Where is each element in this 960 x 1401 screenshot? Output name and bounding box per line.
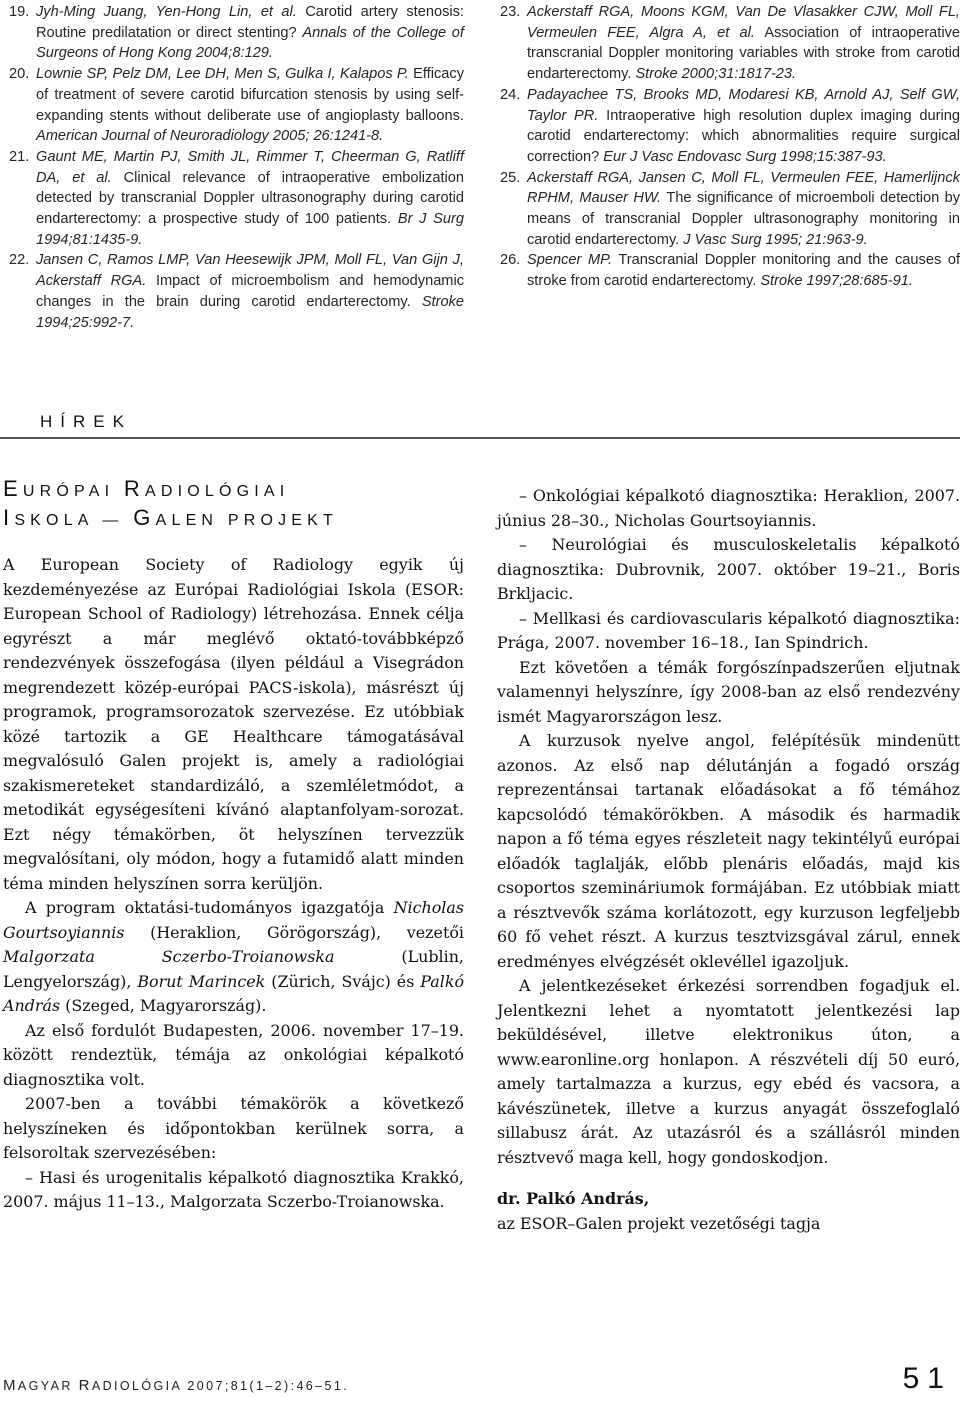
paragraph: – Mellkasi és cardiovascularis képalkotó diagnosztika: Prága, 2007. november 16–18., Ian Spindrich.: [497, 608, 960, 652]
reference-column-right: [500, 2, 960, 292]
reference-number: 24.: [500, 86, 521, 103]
reference-citation: Br J Surg 1994;81:1435-9.: [36, 211, 465, 248]
reference-citation: American Journal of Neuroradiology 2005; 26:1241-8.: [36, 128, 384, 145]
signature-role: az ESOR–Galen projekt vezetőségi tagja: [497, 1213, 821, 1233]
reference-column-left: [9, 2, 464, 333]
paragraph: A jelentkezéseket érkezési sorrendben fogadjuk el. Jelentkezni lehet a nyomtatott jelentkezési lap beküldésével, illetve elektronikus úton, a www.earonline.org honlapon. A részvételi díj 50 euró, amely tartalmazza a kurzus, egy ebéd és vacsora, a kávészünetek, illetve a kurzus anyagát összefoglaló sillabusz árát. Az utazásról és a szállásról minden résztvevő maga kell, hogy gondoskodjon.: [497, 976, 960, 1167]
reference-authors: Ackerstaff RGA, Moons KGM, Van De Vlasakker CJW, Moll FL, Vermeulen FEE, Algra A, et al.: [527, 4, 960, 41]
reference-number: 25.: [500, 169, 521, 186]
paragraph: 2007-ben a további témakörök a következő helyszíneken és időpontokban kerülnek sorra, a felsoroltak szervezésében:: [3, 1094, 464, 1162]
paragraph: A kurzusok nyelve angol, felépítésük mindenütt azonos. Az első nap délutánján a fogadó ország reprezentánsai tartanak előadásokat a fő témához kapcsolódó témakörökben. A második és harmadik napon a fő téma egyes részleteit nagy tekintélyű európai előadók taglalják, előbb plenáris előadás, majd kis csoportos szemináriumok formájában. Ez utóbbiak miatt a résztvevők száma korlátozott, egy kurzuson legfeljebb 60 fő vehet részt. A kurzus tesztvizsgával zárul, ennek eredményes elvégzését oklevéllel igazoljuk.: [497, 731, 960, 971]
page-number: 51: [902, 1362, 952, 1395]
reference-title: The significance of microemboli detection by means of transcranial Doppler ultrasonography monitoring in carotid endarterectomy.: [527, 190, 960, 248]
reference-number: 20.: [9, 66, 30, 83]
reference-item: [9, 147, 464, 251]
reference-title: Intraoperative high resolution duplex imaging during carotid endarterectomy: which abnormalities require surgical correction?: [527, 107, 960, 165]
article-title-line-1: EURÓPAI RADIOLÓGIAI: [3, 476, 290, 501]
journal-footer: MAGYAR RADIOLÓGIA 2007;81(1–2):46–51.: [3, 1377, 350, 1394]
paragraph: – Onkológiai képalkotó diagnosztika: Heraklion, 2007. június 28–30., Nicholas Gourtsoyiannis.: [497, 486, 960, 530]
reference-citation: Stroke 1994;25:992-7.: [36, 293, 464, 331]
reference-title: Efficacy of treatment of severe carotid bifurcation stenosis by using self-expanding stents without deliberate use of angioplasty balloons.: [36, 66, 464, 124]
reference-title: Association of intraoperative transcranial Doppler monitoring variables with stroke from carotid endarterectomy.: [527, 24, 960, 83]
paragraph: Az első fordulót Budapesten, 2006. november 17–19. között rendeztük, témája az onkológiai képalkotó diagnosztika volt.: [3, 1020, 464, 1089]
reference-title: Clinical relevance of intraoperative embolization detected by transcranial Doppler ultrasonography during carotid endarterectomy: a prospective study of 100 patients.: [36, 169, 464, 228]
reference-citation: Stroke 2000;31:1817-23.: [635, 66, 797, 83]
signature-name: dr. Palkó András,: [497, 1189, 650, 1208]
reference-authors: Spencer MP.: [527, 252, 613, 269]
reference-title: Impact of microembolism and hemodynamic changes in the brain during carotid endarterectomy.: [36, 273, 465, 310]
section-divider: [0, 437, 960, 439]
reference-authors: Ackerstaff RGA, Jansen C, Moll FL, Vermeulen FEE, Hamerlijnck RPHM, Mauser HW.: [527, 169, 960, 207]
reference-authors: Lownie SP, Pelz DM, Lee DH, Men S, Gulka I, Kalapos P.: [36, 66, 409, 83]
person-name: Palkó András: [3, 971, 465, 1015]
reference-number: 26.: [500, 252, 521, 269]
reference-citation: Eur J Vasc Endovasc Surg 1998;15:387-93.: [603, 148, 887, 165]
paragraph: Ezt követően a témák forgószínpadszerűen eljutnak valamennyi helyszínre, így 2008-ban az első rendezvény ismét Magyarországon lesz.: [497, 657, 960, 726]
reference-item: [500, 85, 960, 168]
reference-number: 21.: [9, 148, 30, 165]
reference-authors: Jansen C, Ramos LMP, Van Heesewijk JPM, Moll FL, Van Gijn J, Ackerstaff RGA.: [36, 252, 464, 290]
paragraph: A program oktatási-tudományos igazgatója Nicholas Gourtsoyiannis (Heraklion, Görögország), vezetői Malgorzata Sczerbo-Troianowska (Lublin, Lengyelország), Borut Marincek (Zürich, Svájc) és Palkó András (Szeged, Magyarország).: [3, 898, 465, 1015]
reference-citation: Annals of the College of Surgeons of Hong Kong 2004;8:129.: [36, 24, 464, 62]
paragraph: A European Society of Radiology egyik új kezdeményezése az Európai Radiológiai Iskola (ESOR: European School of Radiology) létrehozása. Ennek célja egyrészt a már meglévő oktató-továbbképző rendezvények összefogása (ilyen például a Visegrádon megrendezett közép-európai PACS-iskola), másrészt új programok, programsorozatok szervezése. Ez utóbbiak közé tartozik a GE Healthcare támogatásával megvalósuló Galen projekt is, amely a radiológiai szakismereteket standardizáló, a szemléletmódot, a metodikát egységesíteni kívánó alaptanfolyam-sorozat. Ezt négy témakörben, öt helyszínen tervezzük megvalósítani, oly módon, hogy a futamidő alatt minden téma minden helyszínen sorra kerüljön.: [3, 555, 464, 893]
reference-item: [500, 168, 960, 251]
reference-number: 22.: [9, 252, 30, 269]
section-heading: HÍREK: [40, 412, 132, 431]
reference-citation: Stroke 1997;28:685-91.: [760, 273, 913, 290]
article-column-right: [497, 484, 960, 1236]
reference-item: [9, 64, 464, 147]
reference-authors: Gaunt ME, Martin PJ, Smith JL, Rimmer T, Cheerman G, Ratliff DA, et al.: [36, 148, 464, 186]
reference-citation: J Vasc Surg 1995; 21:963-9.: [683, 231, 868, 248]
reference-item: [9, 2, 464, 64]
article-title: [3, 476, 473, 534]
reference-title: Carotid artery stenosis: Routine predilatation or direct stenting?: [36, 4, 464, 41]
reference-item: [500, 2, 960, 85]
reference-item: [500, 250, 960, 291]
person-name: Malgorzata Sczerbo-Troianowska: [3, 947, 335, 966]
reference-item: [9, 250, 464, 333]
article-column-left: [3, 553, 464, 1215]
reference-title: Transcranial Doppler monitoring and the causes of stroke from carotid endarterectomy.: [527, 252, 960, 290]
issue-info: 2007;81(1–2):46–51.: [181, 1379, 350, 1393]
article-title-line-2: ISKOLA — GALEN PROJEKT: [3, 505, 339, 530]
paragraph: – Neurológiai és musculoskeletalis képalkotó diagnosztika: Dubrovnik, 2007. október 19–21., Boris Brkljacic.: [497, 535, 960, 603]
reference-number: 23.: [500, 4, 521, 20]
reference-authors: Jyh-Ming Juang, Yen-Hong Lin, et al.: [36, 4, 297, 20]
person-name: Borut Marincek: [137, 971, 266, 991]
paragraph: – Hasi és urogenitalis képalkotó diagnosztika Krakkó, 2007. május 11–13., Malgorzata Sczerbo-Troianowska.: [3, 1167, 464, 1211]
person-name: Nicholas Gourtsoyiannis: [3, 898, 464, 942]
reference-authors: Padayachee TS, Brooks MD, Modaresi KB, Arnold AJ, Self GW, Taylor PR.: [527, 86, 960, 124]
reference-number: 19.: [9, 4, 30, 20]
